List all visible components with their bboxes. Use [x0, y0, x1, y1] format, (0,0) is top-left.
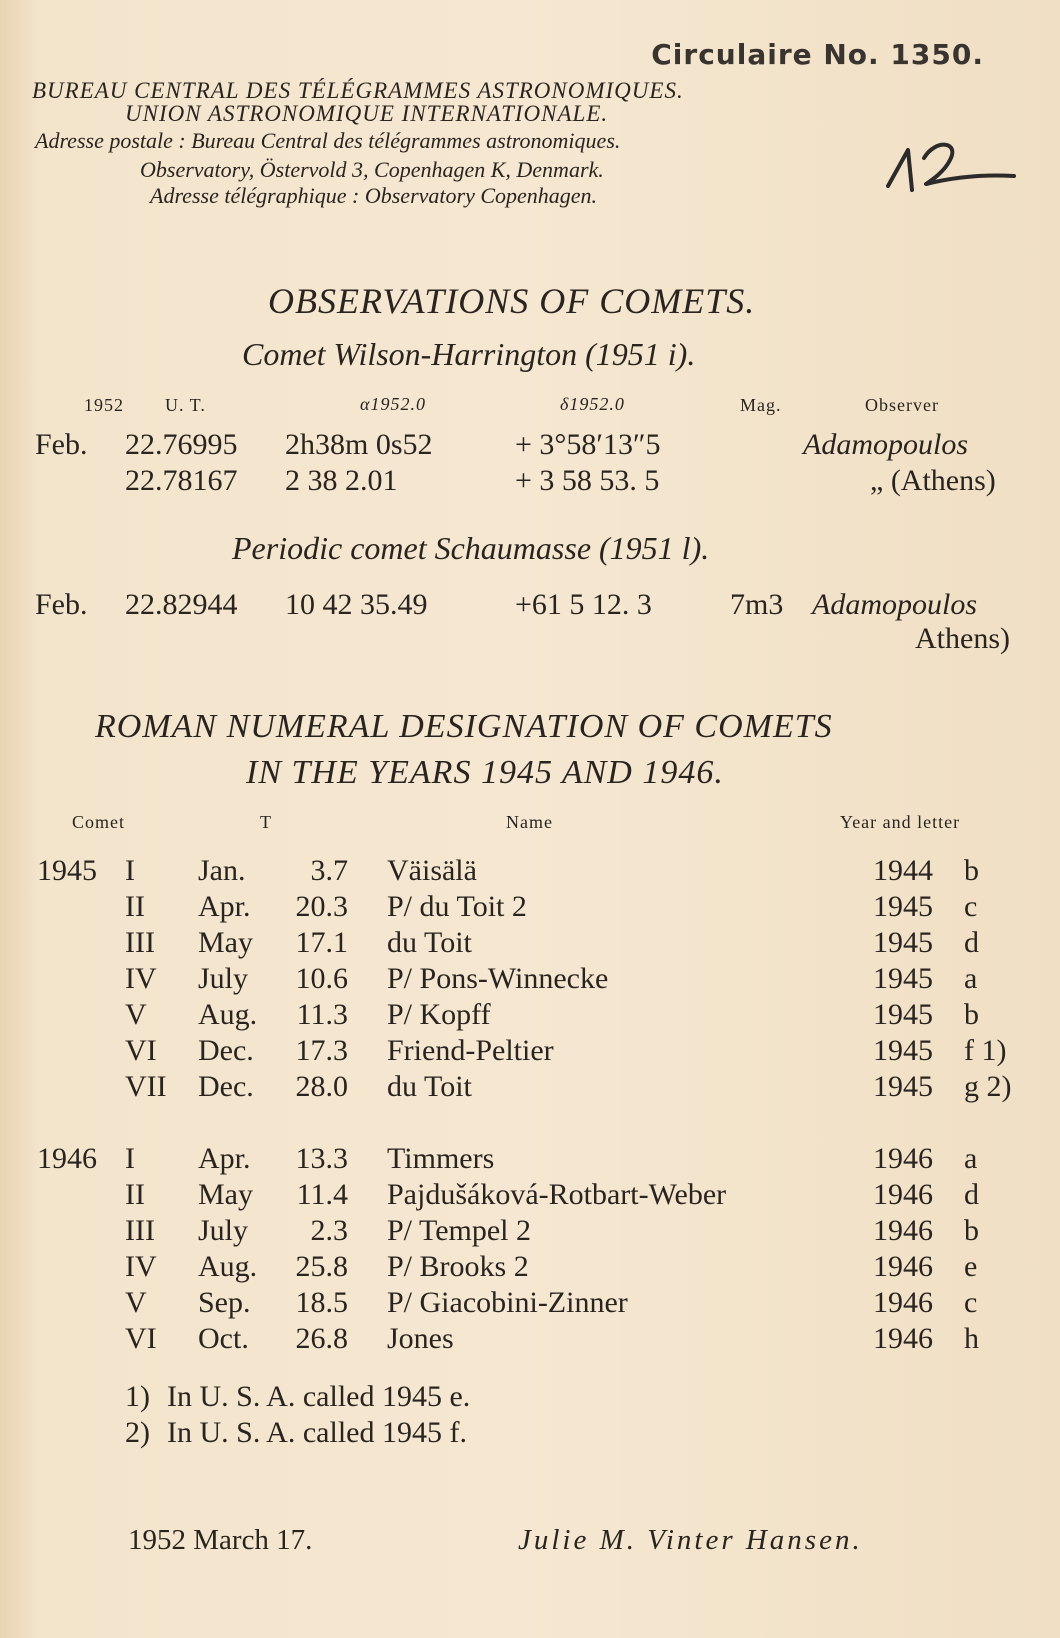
obs-dec: +61 5 12. 3 — [515, 588, 652, 621]
cell-day: 11.4 — [296, 1178, 348, 1211]
obs-observer: Adamopoulos — [812, 588, 977, 621]
cell-year: 1945 — [873, 1070, 933, 1103]
cell-name: du Toit — [387, 926, 472, 959]
comet2-title: Periodic comet Schaumasse (1951 l). — [232, 530, 710, 566]
obs-ut: 22.78167 — [125, 464, 238, 497]
cell-num: IV — [125, 1250, 157, 1283]
cell-letter: b — [964, 998, 979, 1031]
obs-ut: 22.76995 — [125, 428, 238, 461]
telegraphic-address: Adresse télégraphique : Observatory Copenhagen. — [150, 183, 598, 208]
cell-year: 1945 — [873, 998, 933, 1031]
obs-month: Feb. — [35, 428, 88, 461]
cell-day: 25.8 — [295, 1250, 348, 1283]
col-name: Name — [506, 812, 553, 832]
obs-ra: 10 42 35.49 — [285, 588, 428, 621]
obs-ut: 22.82944 — [125, 588, 238, 621]
cell-day: 13.3 — [295, 1142, 348, 1175]
cell-month: Apr. — [198, 890, 251, 923]
col-observer: Observer — [865, 395, 939, 415]
cell-name: P/ Kopff — [387, 998, 491, 1031]
obs-ra: 2h38m 0s52 — [285, 428, 433, 461]
cell-num: II — [125, 890, 145, 923]
cell-year: 1946 — [873, 1322, 933, 1355]
cell-day: 10.6 — [295, 962, 348, 995]
cell-num: V — [125, 998, 147, 1031]
col-comet: Comet — [72, 812, 125, 832]
cell-num: IV — [125, 962, 157, 995]
cell-month: Dec. — [198, 1070, 254, 1103]
footnote-mark: 2) — [125, 1416, 150, 1449]
signature: Julie M. Vinter Hansen. — [518, 1524, 863, 1556]
cell-year: 1944 — [873, 854, 933, 887]
cell-year: 1946 — [873, 1286, 933, 1319]
cell-letter: b — [964, 1214, 979, 1247]
cell-num: II — [125, 1178, 145, 1211]
postal-address: Adresse postale : Bureau Central des télégrammes astronomiques. — [35, 128, 621, 153]
obs-month: Feb. — [35, 588, 88, 621]
cell-month: Jan. — [198, 854, 246, 887]
obs-observer: Adamopoulos — [803, 428, 968, 461]
obs-dec: + 3°58′13″5 — [515, 428, 661, 461]
footnote-text: In U. S. A. called 1945 f. — [167, 1416, 467, 1449]
handwritten-number — [880, 128, 1020, 202]
cell-year: 1945 — [873, 926, 933, 959]
cell-name: du Toit — [387, 1070, 472, 1103]
cell-letter: a — [964, 962, 978, 995]
col-alpha: α1952.0 — [360, 394, 426, 414]
cell-year: 1945 — [873, 962, 933, 995]
col-year-letter: Year and letter — [840, 812, 961, 832]
cell-month: Oct. — [198, 1322, 249, 1355]
cell-name: Jones — [387, 1322, 454, 1355]
cell-letter: c — [964, 1286, 978, 1319]
cell-name: Timmers — [387, 1142, 495, 1175]
cell-day: 28.0 — [295, 1070, 348, 1103]
roman-title-2: IN THE YEARS 1945 AND 1946. — [246, 754, 724, 791]
issue-date: 1952 March 17. — [128, 1524, 313, 1556]
col-mag: Mag. — [740, 395, 782, 415]
cell-month: July — [198, 1214, 249, 1247]
circular-number: Circulaire No. 1350. — [651, 38, 984, 71]
cell-day: 20.3 — [295, 890, 348, 923]
obs-observer-location: Athens) — [915, 622, 1010, 655]
observations-title: OBSERVATIONS OF COMETS. — [268, 281, 756, 321]
cell-year: 1946 — [873, 1214, 933, 1247]
obs-dec: + 3 58 53. 5 — [515, 464, 660, 497]
cell-name: P/ Pons-Winnecke — [387, 962, 609, 995]
cell-day: 18.5 — [295, 1286, 348, 1319]
cell-day: 17.1 — [295, 926, 348, 959]
cell-month: May — [198, 1178, 253, 1211]
cell-year: 1946 — [873, 1178, 933, 1211]
cell-day: 17.3 — [295, 1034, 348, 1067]
cell-name: Pajdušáková-Rotbart-Weber — [387, 1178, 727, 1211]
cell-month: Sep. — [198, 1286, 251, 1319]
col-delta: δ1952.0 — [560, 394, 625, 414]
cell-name: P/ du Toit 2 — [387, 890, 527, 923]
cell-month: Aug. — [198, 1250, 258, 1283]
col-t: T — [260, 812, 272, 832]
roman-title-1: ROMAN NUMERAL DESIGNATION OF COMETS — [95, 708, 833, 745]
cell-name: Friend-Peltier — [387, 1034, 554, 1067]
footnote-mark: 1) — [125, 1380, 150, 1413]
cell-name: P/ Tempel 2 — [387, 1214, 532, 1247]
cell-year: 1945 — [873, 890, 933, 923]
cell-month: May — [198, 926, 253, 959]
cell-num: I — [125, 1142, 135, 1175]
col-year: 1952 — [84, 395, 124, 415]
cell-month: Dec. — [198, 1034, 254, 1067]
cell-year: 1945 — [873, 1034, 933, 1067]
cell-letter: h — [964, 1322, 979, 1355]
cell-letter: d — [964, 926, 979, 959]
cell-letter: d — [964, 1178, 979, 1211]
obs-observer: „ (Athens) — [870, 464, 996, 497]
cell-num: VII — [125, 1070, 167, 1103]
cell-letter: a — [964, 1142, 978, 1175]
cell-month: Apr. — [198, 1142, 251, 1175]
cell-num: VI — [125, 1034, 157, 1067]
cell-letter: e — [964, 1250, 978, 1283]
footnote-text: In U. S. A. called 1945 e. — [167, 1380, 471, 1413]
cell-day: 2.3 — [310, 1214, 348, 1247]
cell-letter: c — [964, 890, 978, 923]
comet1-title: Comet Wilson-Harrington (1951 i). — [242, 336, 696, 372]
street-address: Observatory, Östervold 3, Copenhagen K, Denmark. — [140, 157, 604, 182]
cell-num: III — [125, 1214, 155, 1247]
bureau-name: BUREAU CENTRAL DES TÉLÉGRAMMES ASTRONOMIQUES. — [32, 78, 684, 103]
cell-letter: g 2) — [964, 1070, 1012, 1103]
cell-month: July — [198, 962, 249, 995]
cell-name: Väisälä — [387, 854, 477, 887]
cell-letter: f 1) — [964, 1034, 1007, 1067]
cell-year: 1946 — [873, 1250, 933, 1283]
cell-day: 3.7 — [310, 854, 348, 887]
cell-name: P/ Brooks 2 — [387, 1250, 529, 1283]
cell-year: 1946 — [873, 1142, 933, 1175]
cell-month: Aug. — [198, 998, 258, 1031]
cell-num: V — [125, 1286, 147, 1319]
cell-num: VI — [125, 1322, 157, 1355]
cell-num: III — [125, 926, 155, 959]
obs-ra: 2 38 2.01 — [285, 464, 398, 497]
group-year-1945: 1945 — [37, 854, 97, 887]
col-ut: U. T. — [165, 395, 206, 415]
cell-letter: b — [964, 854, 979, 887]
cell-day: 11.3 — [296, 998, 348, 1031]
obs-mag: 7m3 — [730, 588, 784, 621]
cell-num: I — [125, 854, 135, 887]
cell-name: P/ Giacobini-Zinner — [387, 1286, 628, 1319]
group-year-1946: 1946 — [37, 1142, 97, 1175]
union-name: UNION ASTRONOMIQUE INTERNATIONALE. — [125, 101, 609, 126]
cell-day: 26.8 — [295, 1322, 348, 1355]
